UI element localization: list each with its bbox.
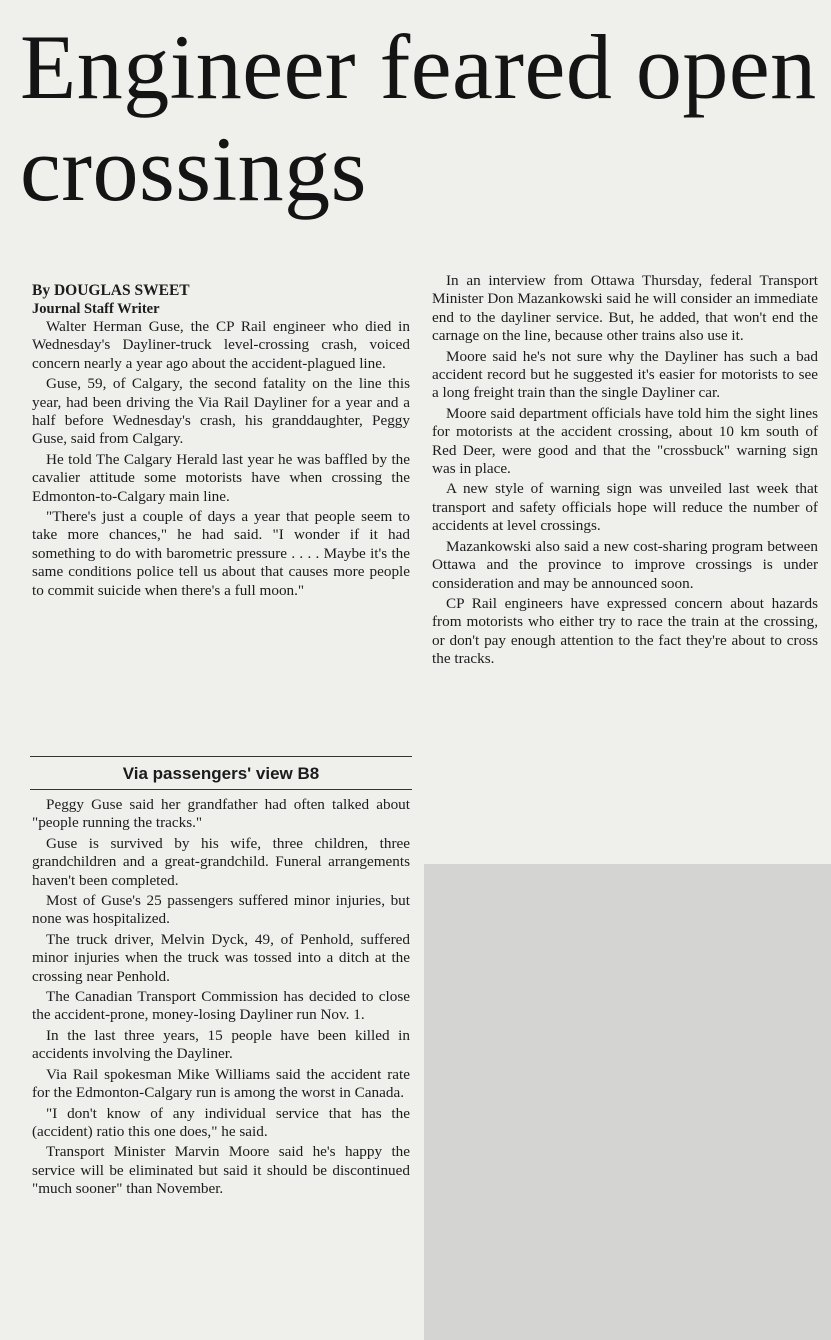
paragraph: In an interview from Ottawa Thursday, federal Transport Minister Don Mazankowski said he will consider an immediate end to the dayliner service. But, he added, that won't end the carnage on the line, because other trains also use it. — [432, 272, 818, 345]
left-column — [32, 282, 410, 602]
right-column — [432, 272, 818, 671]
paragraph: Guse, 59, of Calgary, the second fatality on the line this year, had been driving the Via Rail Dayliner for a year and a half before Wednesday's crash, his granddaughter, Peggy Guse, said from Calgary. — [32, 375, 410, 448]
headline: Engineer feared open crossings — [20, 16, 817, 220]
paragraph: In the last three years, 15 people have been killed in accidents involving the Dayliner. — [32, 1026, 410, 1063]
paragraph: Walter Herman Guse, the CP Rail engineer who died in Wednesday's Dayliner-truck level-crossing crash, voiced concern nearly a year ago about the accident-plagued line. — [32, 318, 410, 372]
paragraph: Moore said department officials have told him the sight lines for motorists at the accident crossing, about 10 km south of Red Deer, were good and that the "crossbuck" warning sign was in place. — [432, 404, 818, 478]
left-column-continued — [32, 796, 410, 1201]
paragraph: Mazankowski also said a new cost-sharing program between Ottawa and the province to improve crossings is under consideration and may be announced soon. — [432, 537, 818, 592]
paragraph: Most of Guse's 25 passengers suffered minor injuries, but none was hospitalized. — [32, 892, 410, 928]
paragraph: "I don't know of any individual service that has the (accident) ratio this one does," he said. — [32, 1104, 410, 1140]
paragraph: He told The Calgary Herald last year he was baffled by the cavalier attitude some motorists have when crossing the Edmonton-to-Calgary main line. — [32, 450, 410, 505]
paragraph: The truck driver, Melvin Dyck, 49, of Penhold, suffered minor injuries when the truck was tossed into a ditch at the crossing near Penhold. — [32, 930, 410, 985]
paragraph: Via Rail spokesman Mike Williams said the accident rate for the Edmonton-Calgary run is among the worst in Canada. — [32, 1065, 410, 1102]
byline-role: Journal Staff Writer — [32, 301, 160, 317]
paragraph: "There's just a couple of days a year that people seem to take more chances," he had said. "I wonder if it had something to do with barometric pressure . . . . Maybe it's the same conditions police tell us about that causes more people to commit suicide when there's a full moon." — [32, 508, 410, 599]
paragraph: CP Rail engineers have expressed concern about hazards from motorists who either try to race the train at the crossing, or don't pay enough attention to the fact they're about to cross the tracks. — [432, 594, 818, 668]
teaser-bottom-rule — [30, 789, 412, 790]
teaser-top-rule — [30, 756, 412, 757]
paragraph: Peggy Guse said her grandfather had often talked about "people running the tracks." — [32, 796, 410, 832]
paragraph: The Canadian Transport Commission has decided to close the accident-prone, money-losing Dayliner run Nov. 1. — [32, 988, 410, 1024]
paragraph: Transport Minister Marvin Moore said he's happy the service will be eliminated but said it should be discontinued "much sooner" than November. — [32, 1143, 410, 1198]
paragraph: Moore said he's not sure why the Dayliner has such a bad accident record but he suggested it's easier for motorists to see a long freight train than the single Dayliner car. — [432, 347, 818, 402]
blank-area — [424, 864, 831, 1340]
paragraph: Guse is survived by his wife, three children, three grandchildren and a great-grandchild. Funeral arrangements haven't been completed. — [32, 834, 410, 889]
teaser-box: Via passengers' view B8 — [122, 764, 320, 783]
byline-author: By DOUGLAS SWEET — [32, 282, 190, 299]
paragraph: A new style of warning sign was unveiled last week that transport and safety officials hope will reduce the number of accidents at level crossings. — [432, 480, 818, 535]
